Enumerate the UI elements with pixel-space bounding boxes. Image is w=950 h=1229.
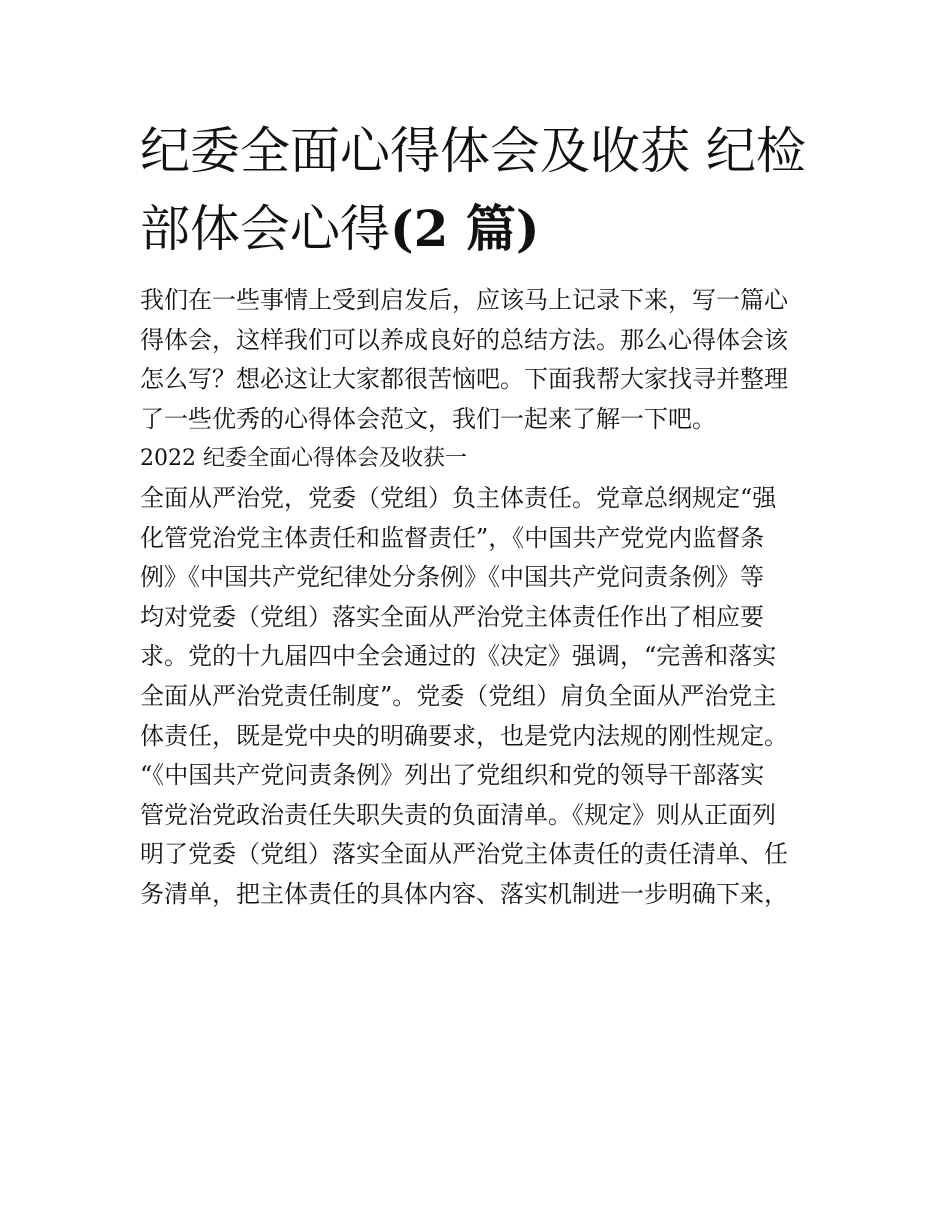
section-line: 均对党委（党组）落实全面从严治党主体责任作出了相应要	[140, 602, 764, 631]
section-line: 化管党治党主体责任和监督责任”，《中国共产党党内监督条	[140, 523, 765, 552]
section-line: 例》《中国共产党纪律处分条例》《中国共产党问责条例》等	[140, 563, 764, 592]
section-line: 管党治党政治责任失职失责的负面清单。《规定》则从正面列	[140, 800, 776, 829]
title-line-2	[140, 190, 820, 268]
section-line: 体责任，既是党中央的明确要求，也是党内法规的刚性规定。	[140, 721, 788, 750]
section-line: 求。党的十九届四中全会通过的《决定》强调，“完善和落实	[140, 642, 777, 671]
section-line: 全面从严治党责任制度”。党委（党组）肩负全面从严治党主	[140, 681, 777, 710]
document-title	[140, 112, 820, 268]
section-line: 务清单，把主体责任的具体内容、落实机制进一步明确下来，	[140, 879, 788, 908]
title-line-2-count: (2 篇)	[390, 199, 540, 258]
section-line: 全面从严治党，党委（党组）负主体责任。党章总纲规定“强	[140, 483, 777, 512]
title-line-1: 纪委全面心得体会及收获 纪检	[140, 122, 806, 180]
title-line-2-text: 部体会心得	[140, 200, 390, 258]
intro-line: 得体会，这样我们可以养成良好的总结方法。那么心得体会该	[140, 325, 788, 354]
intro-line: 怎么写？想必这让大家都很苦恼吧。下面我帮大家找寻并整理	[140, 365, 788, 394]
section-line: “《中国共产党问责条例》列出了党组织和党的领导干部落实	[140, 761, 765, 790]
document-body	[140, 281, 820, 915]
intro-line: 了一些优秀的心得体会范文，我们一起来了解一下吧。	[140, 404, 716, 433]
section-heading: 2022 纪委全面心得体会及收获一	[140, 446, 467, 472]
intro-line: 我们在一些事情上受到启发后，应该马上记录下来，写一篇心	[140, 286, 788, 314]
section-line: 明了党委（党组）落实全面从严治党主体责任的责任清单、任	[140, 840, 788, 869]
